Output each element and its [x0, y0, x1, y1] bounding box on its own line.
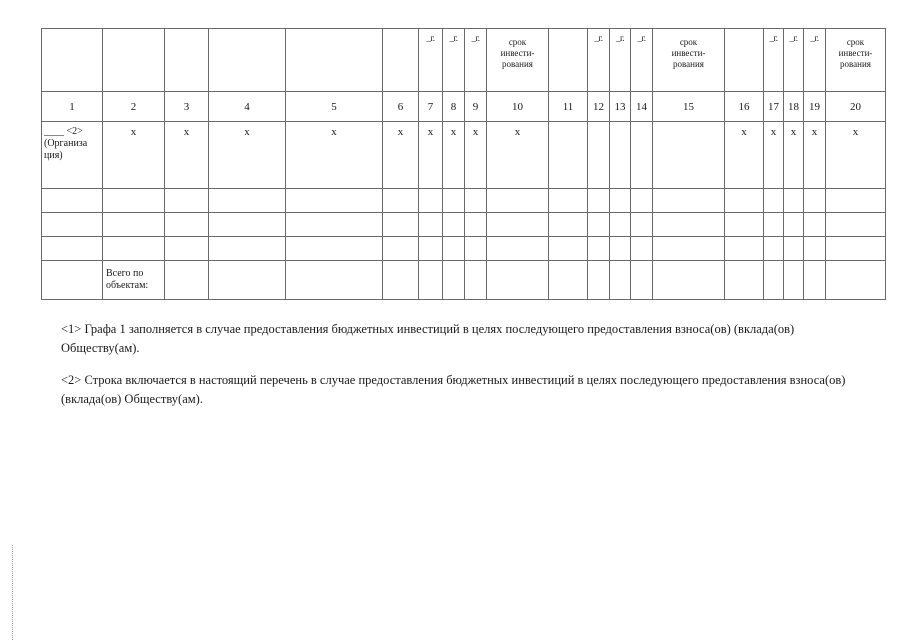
column-number: 13	[610, 92, 631, 122]
column-number: 9	[465, 92, 487, 122]
x-mark: x	[725, 122, 764, 189]
header-year-cell: _г.	[465, 29, 487, 92]
footnote-2: <2> Строка включается в настоящий перечень в случае предоставления бюджетных инвестиций в целях последующего предоставления взноса(ов) (вклада(ов) Обществу(ам).	[61, 373, 846, 406]
header-year-cell: _г.	[764, 29, 784, 92]
x-mark: x	[804, 122, 826, 189]
empty-cell	[588, 122, 610, 189]
header-year-cell: _г.	[419, 29, 443, 92]
column-number: 8	[443, 92, 465, 122]
header-term-cell: срок инвести- рования	[653, 29, 725, 92]
header-cell	[383, 29, 419, 92]
x-mark: x	[286, 122, 383, 189]
column-number: 10	[487, 92, 549, 122]
total-row	[42, 261, 886, 300]
header-cell	[286, 29, 383, 92]
table-header-row	[42, 29, 886, 92]
footnote-1: <1> Графа 1 заполняется в случае предоставления бюджетных инвестиций в целях последующего предоставления взноса(ов) (вклада(ов) Обществу(ам).	[61, 322, 795, 355]
column-number: 7	[419, 92, 443, 122]
x-mark: x	[784, 122, 804, 189]
organization-row	[42, 122, 886, 189]
empty-cell	[610, 122, 631, 189]
column-number: 5	[286, 92, 383, 122]
header-year-cell: _г.	[610, 29, 631, 92]
x-mark: x	[419, 122, 443, 189]
column-number: 16	[725, 92, 764, 122]
column-numbers-row	[42, 92, 886, 122]
header-year-cell: _г.	[631, 29, 653, 92]
investment-table	[41, 28, 886, 300]
header-cell	[725, 29, 764, 92]
x-mark: x	[465, 122, 487, 189]
x-mark: x	[826, 122, 886, 189]
empty-cell	[653, 122, 725, 189]
header-year-cell: _г.	[784, 29, 804, 92]
table-row	[42, 189, 886, 213]
table-row	[42, 237, 886, 261]
header-term-cell: срок инвести- рования	[487, 29, 549, 92]
column-number: 20	[826, 92, 886, 122]
x-mark: x	[165, 122, 209, 189]
column-number: 12	[588, 92, 610, 122]
header-year-cell: _г.	[443, 29, 465, 92]
x-mark: x	[383, 122, 419, 189]
table-row	[42, 213, 886, 237]
scan-margin-line	[12, 545, 13, 640]
column-number: 15	[653, 92, 725, 122]
x-mark: x	[443, 122, 465, 189]
header-cell	[165, 29, 209, 92]
header-term-cell: срок инвести- рования	[826, 29, 886, 92]
organization-label: ____ <2> (Организа ция)	[42, 122, 103, 189]
empty-cell	[42, 261, 103, 300]
column-number: 14	[631, 92, 653, 122]
column-number: 3	[165, 92, 209, 122]
x-mark: x	[103, 122, 165, 189]
column-number: 17	[764, 92, 784, 122]
header-cell	[209, 29, 286, 92]
empty-cell	[549, 122, 588, 189]
x-mark: x	[487, 122, 549, 189]
column-number: 4	[209, 92, 286, 122]
total-label: Всего по объектам:	[103, 261, 165, 300]
header-year-cell: _г.	[588, 29, 610, 92]
column-number: 18	[784, 92, 804, 122]
header-year-cell: _г.	[804, 29, 826, 92]
column-number: 2	[103, 92, 165, 122]
column-number: 19	[804, 92, 826, 122]
empty-cell	[631, 122, 653, 189]
header-cell	[42, 29, 103, 92]
x-mark: x	[209, 122, 286, 189]
header-cell	[103, 29, 165, 92]
x-mark: x	[764, 122, 784, 189]
column-number: 11	[549, 92, 588, 122]
header-cell	[549, 29, 588, 92]
column-number: 1	[42, 92, 103, 122]
column-number: 6	[383, 92, 419, 122]
